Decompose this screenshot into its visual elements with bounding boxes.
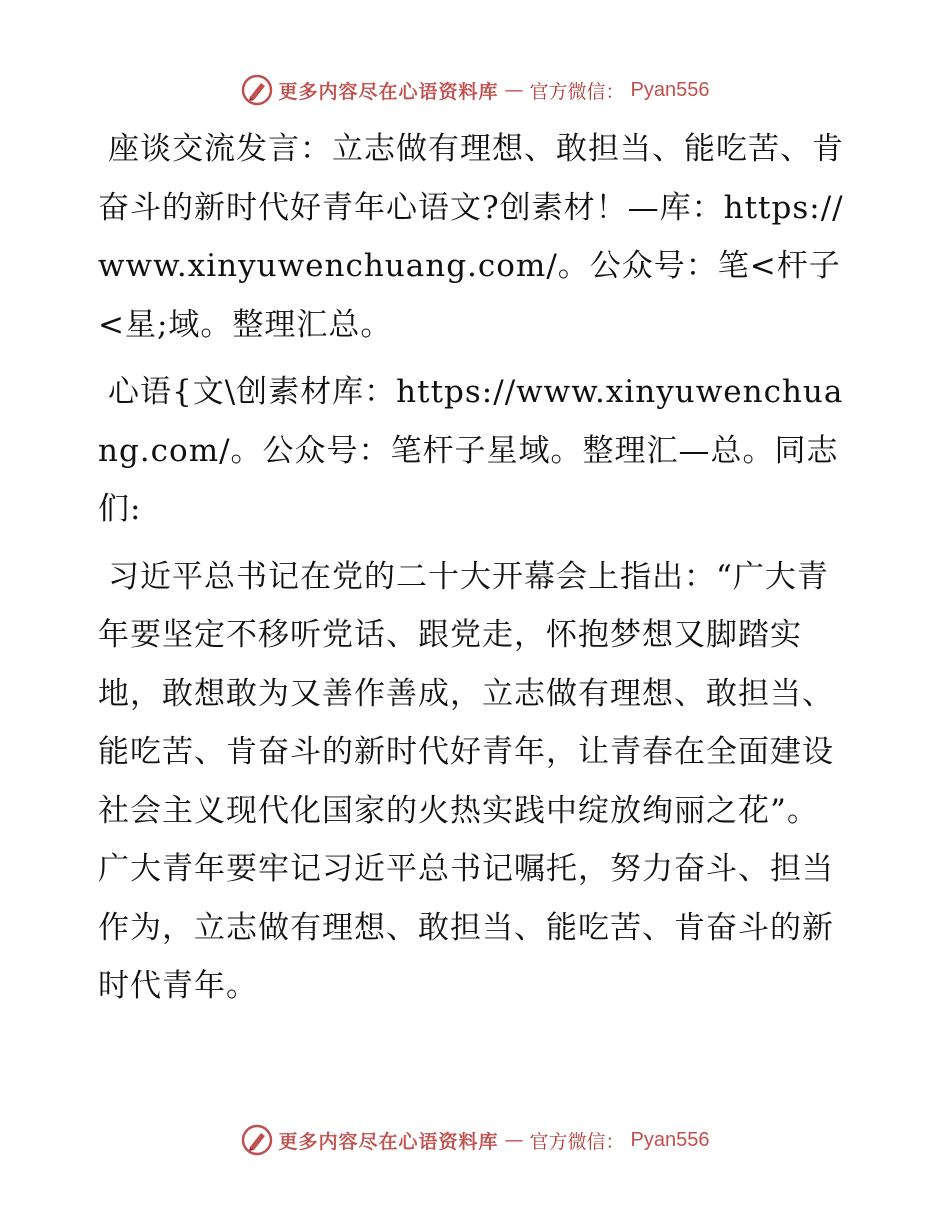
paragraph-source: 心语{文\创素材库：https://www.xinyuwenchuang.com/。公众号：笔杆子星域。整理汇—总。同志们: xyxy=(98,374,844,527)
watermark-site-text: 更多内容尽在心语资料库 xyxy=(278,1130,499,1153)
pen-logo-icon xyxy=(241,74,273,106)
watermark-separator: — xyxy=(504,79,524,101)
paragraph-quote: 习近平总书记在党的二十大开幕会上指出：“广大青年要坚定不移听党话、跟党走，怀抱梦想又脚踏实地，敢想敢为又善作善成，立志做有理想、敢担当、能吃苦、肯奋斗的新时代好青年，让青春在全面建设社会主义现代化国家的火热实践中绽放绚丽之花”。广大青年要牢记习近平总书记嘱托，努力奋斗、担当作为，立志做有理想、敢担当、能吃苦、肯奋斗的新时代青年。 xyxy=(98,558,834,1004)
document-body xyxy=(98,120,850,1025)
pen-logo-icon xyxy=(241,1124,273,1156)
watermark-separator: — xyxy=(504,1129,524,1151)
watermark-site-text: 更多内容尽在心语资料库 xyxy=(278,80,499,103)
watermark-wechat-label: 官方微信： xyxy=(529,1130,625,1153)
watermark-wechat-id: Pyan556 xyxy=(630,1128,710,1151)
watermark-wechat-label: 官方微信： xyxy=(529,80,625,103)
watermark-wechat-id: Pyan556 xyxy=(630,78,710,101)
footer-watermark xyxy=(0,1122,950,1158)
paragraph-title: 座谈交流发言：立志做有理想、敢担当、能吃苦、肯奋斗的新时代好青年心语文?创素材！—库：https://www.xinyuwenchuang.com/。公众号：笔<杆子<星;域。整理汇总。 xyxy=(98,131,844,343)
header-watermark xyxy=(0,72,950,108)
